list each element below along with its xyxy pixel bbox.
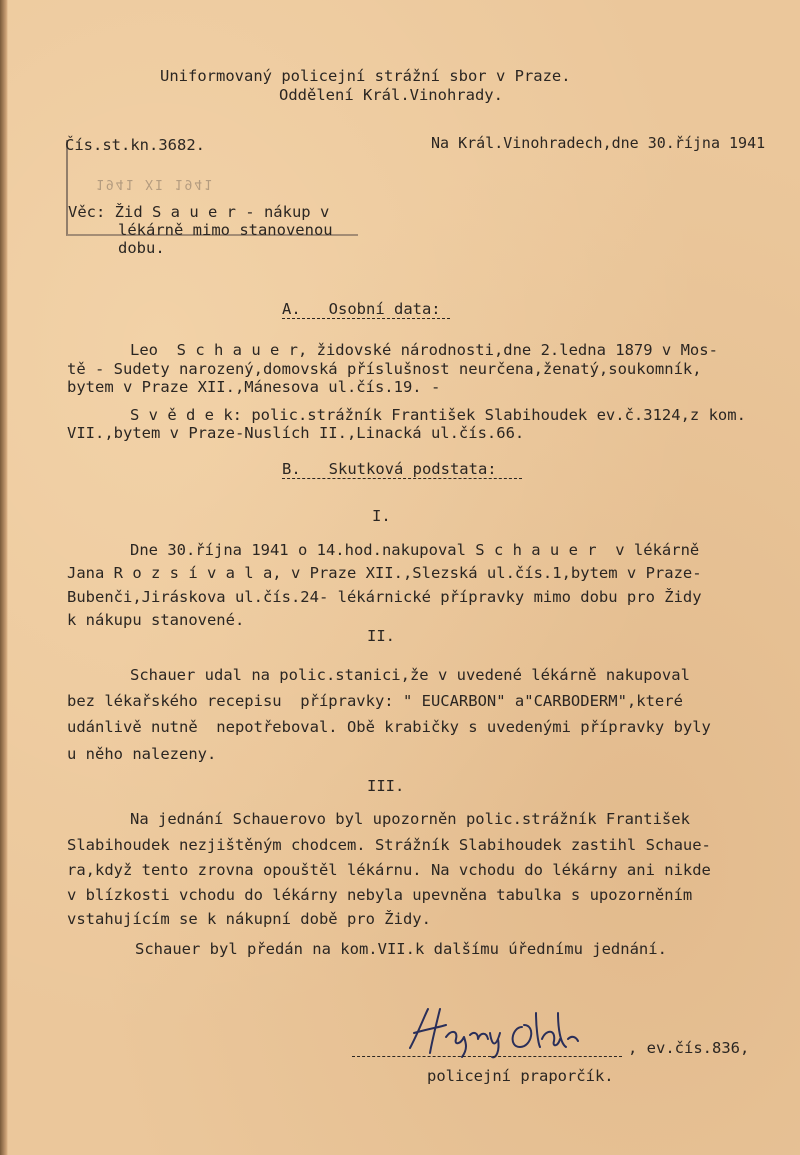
subject-line-3: dobu. (118, 239, 165, 257)
section-b-heading: B. Skutková podstata: (282, 460, 497, 478)
roman-three: III. (367, 777, 405, 795)
a-para2-line-1: S v ě d e k: polic.strážník František Slabihoudek ev.č.3124,z kom. (130, 406, 746, 424)
ev-number: , ev.čís.836, (628, 1039, 750, 1057)
b-para1-line-4: k nákupu stanovené. (67, 611, 245, 629)
b-para1-line-2: Jana R o z s í v a l a, v Praze XII.,Slezská ul.čís.1,bytem v Praze- (67, 564, 702, 582)
b-para1-line-3: Bubenči,Jiráskova ul.čís.24- lékárnické přípravky mimo dobu pro Židy (67, 588, 702, 606)
subject-line-1: Věc: Žid S a u e r - nákup v (68, 203, 330, 221)
a-para1-line-2: tě - Sudety narozený,domovská příslušnost neurčena,ženatý,soukomník, (67, 360, 702, 378)
b-para2-line-4: u něho nalezeny. (67, 745, 217, 763)
signature-line (352, 1056, 622, 1057)
b-para3-line-5: vstahujícím se k nákupní době pro Židy. (67, 910, 431, 928)
a-para2-line-2: VII.,bytem v Praze-Nuslích II.,Linacká ul.čís.66. (67, 424, 525, 442)
closing-line: Schauer byl předán na kom.VII.k dalšímu úřednímu jednání. (135, 940, 667, 958)
org-line: Uniformovaný policejní strážní sbor v Praze. (160, 67, 571, 85)
b-para2-line-2: bez lékařského recepisu přípravky: " EUCARBON" a"CARBODERM",které (67, 692, 683, 710)
b-para3-line-1: Na jednání Schauerovo byl upozorněn polic.strážník František (130, 810, 690, 828)
b-para3-line-2: Slabihoudek nezjištěným chodcem. Strážník Slabihoudek zastihl Schaue- (67, 836, 711, 854)
b-para1-line-1: Dne 30.října 1941 o 14.hod.nakupoval S c h a u e r v lékárně (130, 541, 700, 559)
b-para3-line-3: ra,když tento zrovna opouštěl lékárnu. Na vchodu do lékárny ani nikde (67, 861, 711, 879)
section-b-underline (282, 478, 522, 479)
a-para1-line-3: bytem v Praze XII.,Mánesova ul.čís.19. - (67, 378, 441, 396)
b-para3-line-4: v blízkosti vchodu do lékárny nebyla upevněna tabulka s upozorněním (67, 886, 693, 904)
handwritten-signature (400, 1003, 630, 1059)
paper-edge (0, 0, 8, 1155)
roman-one: I. (372, 507, 391, 525)
subject-line-2: lékárně mimo stanovenou (118, 221, 333, 239)
faded-stamp-text: 1941 XI 1941 (96, 176, 214, 191)
rank: policejní praporčík. (427, 1067, 614, 1085)
section-a-underline (282, 318, 450, 319)
b-para2-line-1: Schauer udal na polic.stanici,že v uvedené lékárně nakupoval (130, 666, 690, 684)
b-para2-line-3: udánlivě nutně nepotřeboval. Obě krabičky s uvedenými přípravky byly (67, 718, 711, 736)
place-date: Na Král.Vinohradech,dne 30.října 1941 (431, 134, 766, 152)
a-para1-line-1: Leo S c h a u e r, židovské národnosti,dne 2.ledna 1879 v Mos- (130, 341, 718, 359)
section-a-heading: A. Osobní data: (282, 300, 441, 318)
reference-number: Čís.st.kn.3682. (65, 136, 205, 154)
dept-line: Oddělení Král.Vinohrady. (279, 86, 503, 104)
roman-two: II. (367, 627, 395, 645)
